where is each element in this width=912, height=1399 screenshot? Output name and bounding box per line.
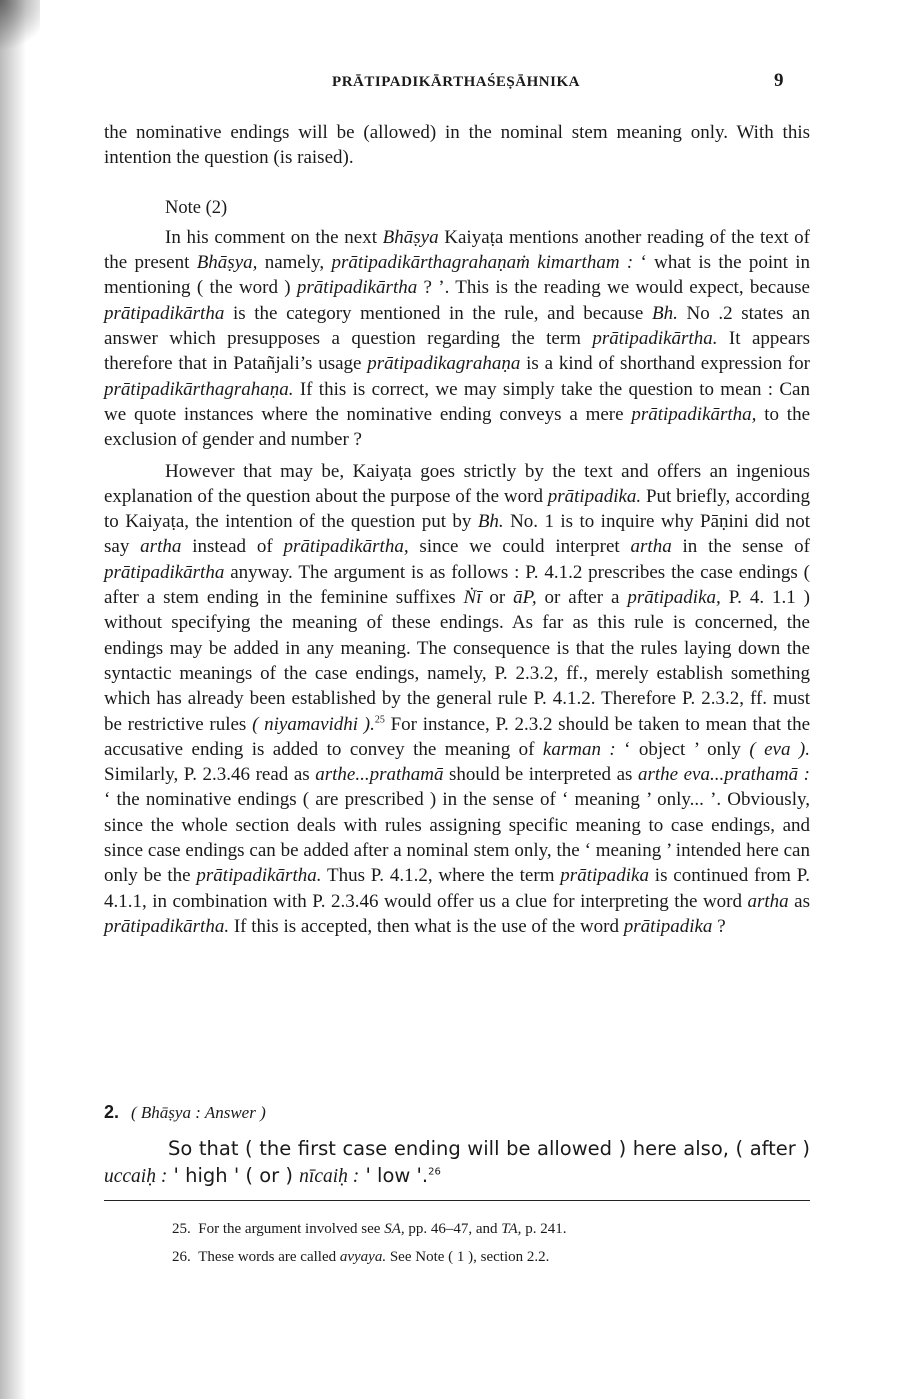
footnote-25: 25. For the argument involved see SA, pp. 46–47, and TA, p. 241.	[172, 1221, 567, 1237]
page-number: 9	[774, 70, 784, 91]
footnote-26: 26. These words are called avyaya. See Note ( 1 ), section 2.2.	[172, 1249, 550, 1265]
running-head: PRĀTIPADIKĀRTHAŚEṢĀHNIKA	[332, 74, 580, 90]
paragraph-note-2: In his comment on the next Bhāṣya Kaiyaṭa mentions another reading of the text of the present Bhāṣya, namely, prātipadikārthagrahaṇaṁ kimartham : ‘ what is the point in mentioning ( the word ) prātipadikārtha ? ’. This is the reading we would expect, because prātipadikārtha is the category mentioned in the rule, and because Bh. No .2 states an answer which presupposes a question regarding the term prātipadikārtha. It appears therefore that in Patañjali’s usage prātipadikagrahaṇa is a kind of shorthand expression for prātipadikārthagrahaṇa. If this is correct, we may simply take the question to mean : Can we quote instances where the nominative ending conveys a mere prātipadikārtha, to the exclusion of gender and number ?	[104, 226, 811, 451]
note-heading: Note (2)	[165, 197, 228, 218]
scan-corner-shadow	[0, 0, 40, 60]
section-2-answer: So that ( the first case ending will be allowed ) here also, ( after ) uccaiḥ : ' high ' ( or ) nīcaiḥ : ' low '.$^{26}$	[104, 1137, 810, 1187]
section-number: 2.	[104, 1102, 120, 1122]
footnote-ref-26: 26	[428, 1166, 441, 1178]
section-label: ( Bhāṣya : Answer )	[131, 1103, 266, 1122]
footnotes	[172, 1215, 792, 1271]
section-2-heading	[104, 1102, 810, 1123]
footnote-ref-25: 25	[374, 714, 385, 726]
scan-edge-shadow	[0, 0, 26, 1399]
main-text	[104, 120, 810, 939]
footnote-divider	[104, 1200, 810, 1201]
paragraph-intro: the nominative endings will be (allowed) in the nominal stem meaning only. With this intention the question (is raised).	[104, 122, 810, 169]
paragraph-kaiyata-explanation: However that may be, Kaiyaṭa goes strictly by the text and offers an ingenious explanation of the question about the purpose of the word prātipadika. Put briefly, according to Kaiyaṭa, the intention of the question put by Bh. No. 1 is to inquire why Pāṇini did not say artha instead of prātipadikārtha, since we could interpret artha in the sense of prātipadikārtha anyway. The argument is as follows : P. 4.1.2 prescribes the case endings ( after a stem ending in the feminine suffixes Ṅī or āP, or after a prātipadika, P. 4. 1.1 ) without specifying the meaning of these endings. As far as this rule is concerned, the endings may be added in any meaning. The consequence is that the rules laying down the syntactic meanings of the case endings, namely, P. 2.3.2, ff., merely establish something which has already been established by the general rule P. 4.1.2. Therefore P. 2.3.2, ff. must be restrictive rules ( niyamavidhi ).$^{25}$ For instance, P. 2.3.2 should be taken to mean that the accusative ending is added to convey the meaning of karman : ‘ object ’ only ( eva ). Similarly, P. 2.3.46 read as arthe...prathamā should be interpreted as arthe eva...prathamā : ‘ the nominative endings ( are prescribed ) in the sense of ‘ meaning ’ only... ’. Obviously, since the whole section deals with rules assigning specific meaning to case endings, and since case endings can be added after a nominal stem only, the ‘ meaning ’ intended here can only be the prātipadikārtha. Thus P. 4.1.2, where the term prātipadika is continued from P. 4.1.1, in combination with P. 2.3.46 would offer us a clue for interpreting the word artha as prātipadikārtha. If this is accepted, then what is the use of the word prātipadika ?	[104, 460, 811, 937]
